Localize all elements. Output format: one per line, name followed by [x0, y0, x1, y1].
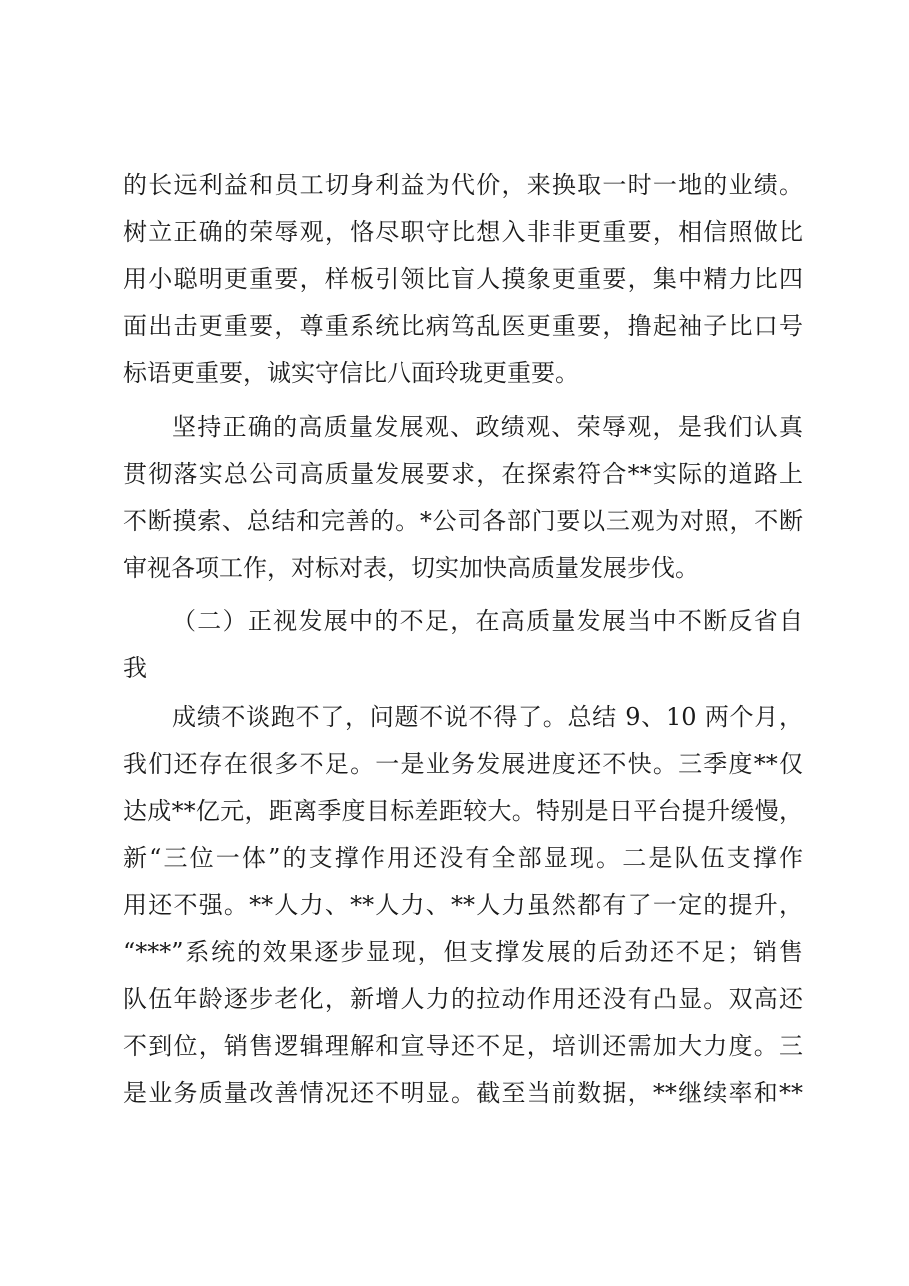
text-line: 用还不强。**人力、**人力、**人力虽然都有了一定的提升，: [123, 891, 803, 919]
text-line: 树立正确的荣辱观，恪尽职守比想入非非更重要，相信照做比: [123, 218, 803, 246]
text-line: 审视各项工作，对标对表，切实加快高质量发展步伐。: [123, 554, 699, 582]
paragraph-first-line: 坚持正确的高质量发展观、政绩观、荣辱观，是我们认真: [172, 413, 803, 441]
text-line: 不断摸索、总结和完善的。*公司各部门要以三观为对照，不断: [123, 507, 803, 535]
text-line: 贯彻落实总公司高质量发展要求，在探索符合**实际的道路上: [123, 460, 803, 488]
section-heading-continuation: 我: [123, 654, 147, 682]
section-heading: （二）正视发展中的不足，在高质量发展当中不断反省自: [172, 607, 803, 635]
text-line: 达成**亿元，距离季度目标差距较大。特别是日平台提升缓慢，: [123, 797, 803, 825]
text-line: 用小聪明更重要，样板引领比盲人摸象更重要，集中精力比四: [123, 265, 803, 293]
text-line: 标语更重要，诚实守信比八面玲珑更重要。: [123, 359, 579, 387]
paragraph-first-line: 成绩不谈跑不了，问题不说不得了。总结 9、10 两个月，: [172, 703, 803, 731]
text-line: 的长远利益和员工切身利益为代价，来换取一时一地的业绩。: [123, 171, 803, 199]
text-line: “***”系统的效果逐步显现，但支撑发展的后劲还不足；销售: [123, 938, 803, 966]
text-line: 队伍年龄逐步老化，新增人力的拉动作用还没有凸显。双高还: [123, 985, 803, 1013]
text-line: 我们还存在很多不足。一是业务发展进度还不快。三季度**仅: [123, 750, 803, 778]
text-line: 不到位，销售逻辑理解和宣导还不足，培训还需加大力度。三: [123, 1032, 803, 1060]
text-line: 新“三位一体”的支撑作用还没有全部显现。二是队伍支撑作: [123, 844, 803, 872]
text-line: 是业务质量改善情况还不明显。截至当前数据，**继续率和**: [123, 1079, 803, 1107]
text-line: 面出击更重要，尊重系统比病笃乱医更重要，撸起袖子比口号: [123, 312, 803, 340]
